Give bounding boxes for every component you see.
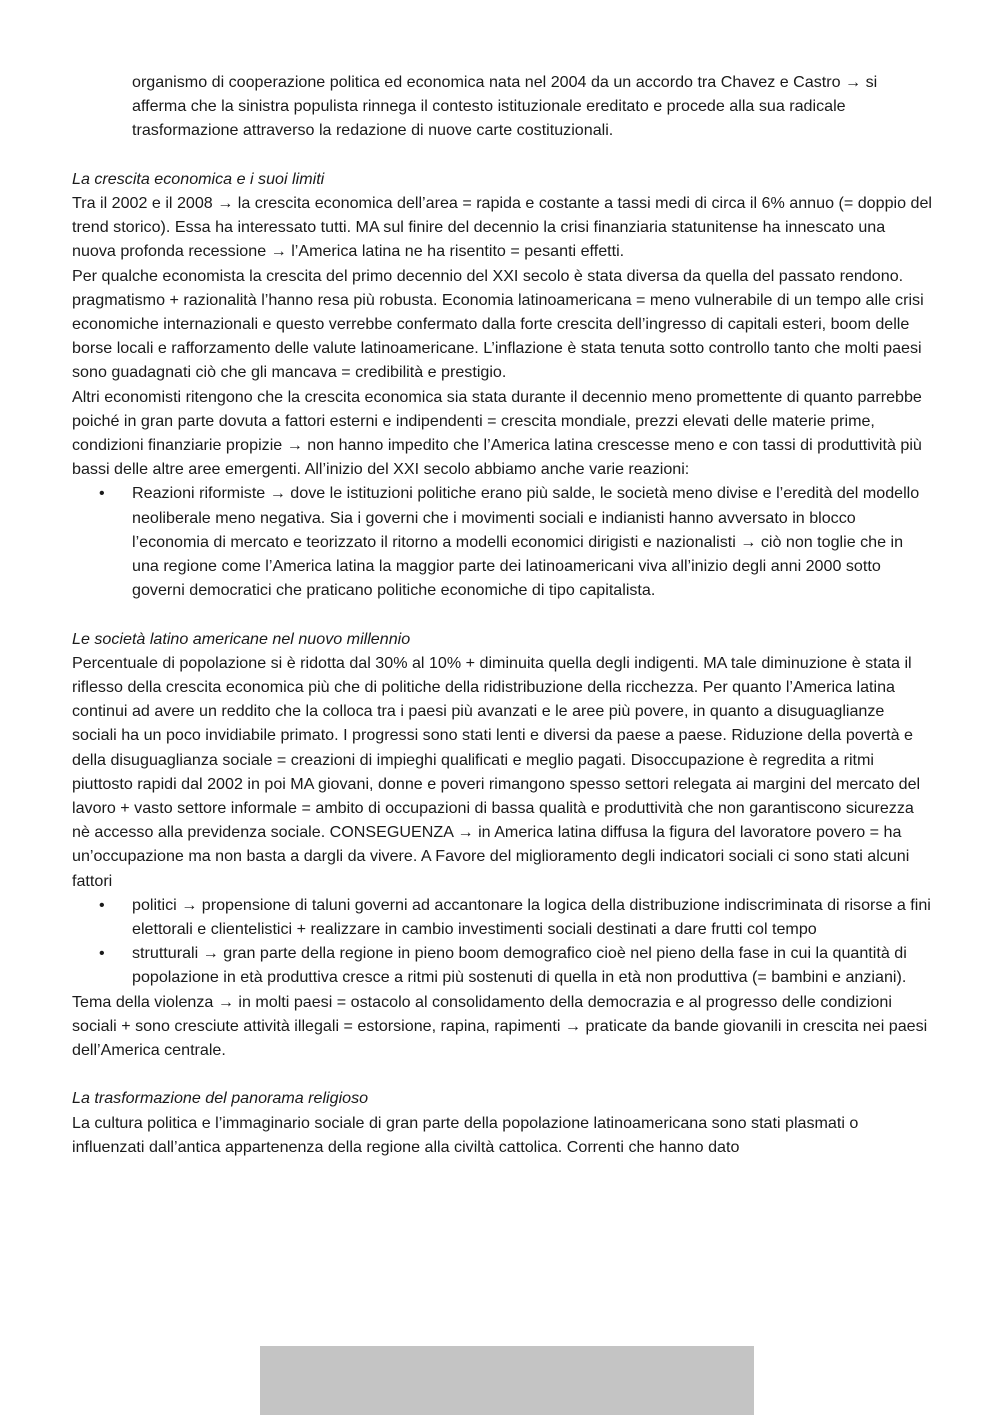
section-heading-religion: La trasformazione del panorama religioso xyxy=(72,1089,369,1108)
growth-bullet-list xyxy=(72,481,932,602)
intro-paragraph: organismo di cooperazione politica ed economica nata nel 2004 da un accordo tra Chavez e Castro → si afferma che la sinistra populista rinnega il contesto istituzionale ereditato e procede alla sua radicale trasformazione attraverso la redazione di nuove carte costituzionali. xyxy=(132,73,878,140)
list-item xyxy=(72,941,932,989)
societies-paragraph-1: Percentuale di popolazione si è ridotta dal 30% al 10% + diminuita quella degli indigenti. MA tale diminuzione è stata il riflesso della crescita economica più che di politiche della ridistribuzione della ricchezza. Per quanto l’America latina continui ad avere un reddito che la colloca tra i paesi più avanzati e le aree più povere, in quanto a disuguaglianze sociali ha un poco invidiabile primato. I progressi sono stati lenti e diversi da paese a paese. Riduzione della povertà e della disuguaglianza sociale = creazioni di impieghi qualificati e meglio pagati. Disoccupazione è regredita a ritmi piuttosto rapidi dal 2002 in poi MA giovani, donne e poveri rimangono spesso settori relegata ai margini del mercato del lavoro + vasto settore informale = ambito di occupazioni di bassa qualità e produttività che non garantiscono sicurezza nè accesso alla previdenza sociale. CONSEGUENZA → in America latina diffusa la figura del lavoratore povero = ha un’occupazione ma non basta a dargli da vivere. A Favore del miglioramento degli indicatori sociali ci sono stati alcuni fattori xyxy=(72,653,921,890)
section-heading-growth: La crescita economica e i suoi limiti xyxy=(72,169,325,188)
growth-paragraph-2: Per qualche economista la crescita del primo decennio del XXI secolo è stata diversa da quella del passato rendono. pragmatismo + razionalità l’hanno resa più robusta. Economia latinoamericana = meno vulnerabile di un tempo alle crisi economiche internazionali e questo verrebbe confermato dalla forte crescita dell’ingresso di capitali esteri, boom delle borse locali e rafforzamento delle valute latinoamericane. L’inflazione è stata tenuta sotto controllo tanto che molti paesi sono guadagnati ciò che gli mancava = credibilità e prestigio. xyxy=(72,266,924,382)
societies-paragraph-2: Tema della violenza → in molti paesi = ostacolo al consolidamento della democrazia e al progresso delle condizioni sociali + sono cresciute attività illegali = estorsione, rapina, rapimenti → praticate da bande giovanili in crescita nei paesi dell’America centrale. xyxy=(72,992,928,1060)
bullet-icon: • xyxy=(99,944,105,963)
bullet-icon: • xyxy=(99,895,105,914)
list-item xyxy=(72,481,932,602)
religion-paragraph-1: La cultura politica e l’immaginario sociale di gran parte della popolazione latinoamericana sono stati plasmati o influenzati dall’antica appartenenza della regione alla civiltà cattolica. Correnti che hanno dato xyxy=(72,1113,859,1156)
bullet-icon: • xyxy=(99,484,105,503)
list-item-text: Reazioni riformiste → dove le istituzioni politiche erano più salde, le società meno divise e l’eredità del modello neoliberale meno negativa. Sia i governi che i movimenti sociali e indianisti hanno avversato in blocco l’economia di mercato e teorizzato il ritorno a modelli economici dirigisti e nazionalisti → ciò non toglie che in una regione come l’America latina la maggior parte dei latinoamericani viva all’inizio degli anni 2000 sotto governi democratici che praticano politiche economiche di tipo capitalista. xyxy=(132,484,920,600)
footer-placeholder-bar xyxy=(260,1346,754,1415)
growth-paragraph-3: Altri economisti ritengono che la crescita economica sia stata durante il decennio meno promettente di quanto parrebbe poiché in gran parte dovuta a fattori esterni e indipendenti = crescita mondiale, prezzi elevati delle materie prime, condizioni finanziarie propizie → non hanno impedito che l’America latina crescesse meno e con tassi di produttività più bassi delle altre aree emergenti. All’inizio del XXI secolo abbiamo anche varie reazioni: xyxy=(72,387,922,479)
list-item-text: politici → propensione di taluni governi ad accantonare la logica della distribuzione indiscriminata di risorse a fini elettorali e clientelistici + realizzare in cambio investimenti sociali destinati a dare frutti col tempo xyxy=(132,895,931,939)
document-page xyxy=(72,70,932,1159)
societies-bullet-list xyxy=(72,893,932,990)
growth-paragraph-1: Tra il 2002 e il 2008 → la crescita economica dell’area = rapida e costante a tassi medi di circa il 6% annuo (= doppio del trend storico). Essa ha interessato tutti. MA sul finire del decennio la crisi finanziaria statunitense ha innescato una nuova profonda recessione → l’America latina ne ha risentito = pesanti effetti. xyxy=(72,194,933,261)
list-item-text: strutturali → gran parte della regione in pieno boom demografico cioè nel pieno della fase in cui la quantità di popolazione in età produttiva cresce a ritmi più sostenuti di quella in età non produttiva (= bambini e anziani). xyxy=(132,944,907,987)
list-item xyxy=(72,893,932,941)
section-heading-societies: Le società latino americane nel nuovo millennio xyxy=(72,629,411,648)
